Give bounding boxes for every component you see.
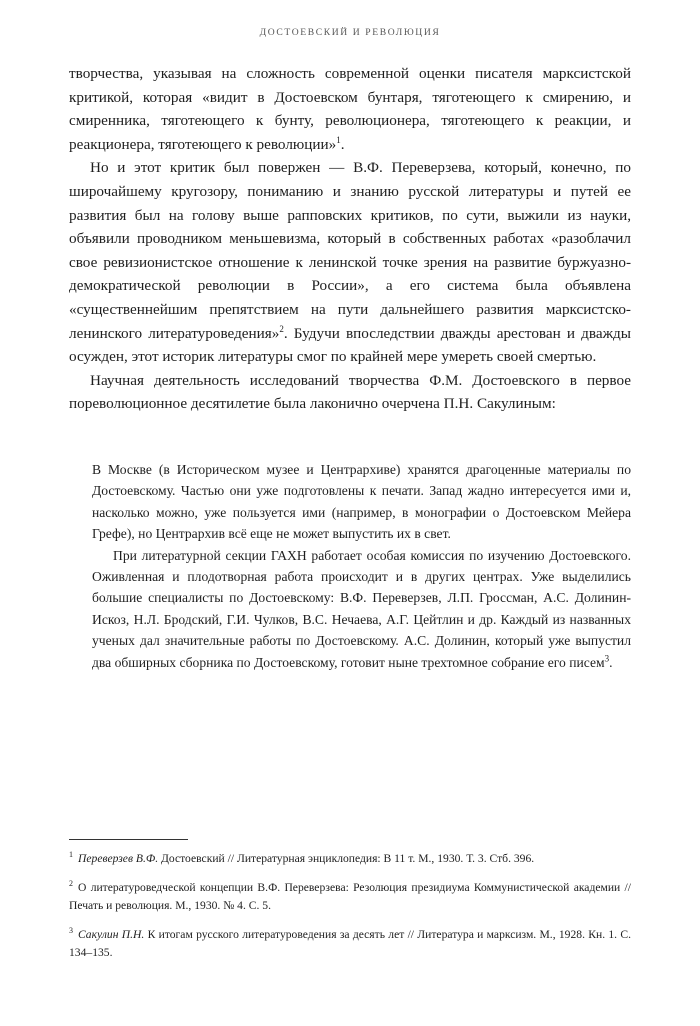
- paragraph-1: [69, 62, 631, 156]
- running-header: ДОСТОЕВСКИЙ И РЕВОЛЮЦИЯ: [259, 27, 441, 38]
- footnote-text: К итогам русского литературоведения за десять лет // Литература и марксизм. М., 1928. Кн. 1. С. 134–135.: [69, 928, 631, 959]
- footnote-2: [69, 879, 631, 915]
- paragraph-2-text: Но и этот критик был повержен — В.Ф. Переверзева, который, конечно, по широчайшему кругозору, пониманию и знанию русской литературы и путей ее развития был на голову выше рапповских критиков, по сути, выжили из науки, объявили проводником меньшевизма, который в собственных работах «разоблачил свое ревизионистское отношение к ленинской точке зрения на развитие буржуазно-демократической революции в России», а его система была объявлена «существеннейшим препятствием на пути дальнейшего развития марксистско-ленинского литературоведения»: [69, 159, 631, 342]
- footnote-author: Сакулин П.Н.: [78, 928, 145, 941]
- block-quote: [92, 459, 631, 673]
- quote-paragraph-1: В Москве (в Историческом музее и Центрархиве) хранятся драгоценные материалы по Достоевскому. Частью они уже подготовлены к печати. Запад жадно интересуется ими и, насколько можно, уже пользуется ими (например, в монографии о Достоевском Мейера Грефе), но Центрархив всё еще не может выпустить их в свет.: [92, 462, 631, 542]
- paragraph-2: [69, 156, 631, 368]
- paragraph-3: Научная деятельность исследований творчества Ф.М. Достоевского в первое пореволюционное десятилетие была лаконично очерчена П.Н. Сакулиным:: [69, 371, 631, 413]
- quote-paragraph-2-end: .: [609, 654, 613, 670]
- footnote-ref-3[interactable]: 3: [604, 653, 610, 664]
- footnote-number: 3: [69, 926, 73, 936]
- quote-paragraph-2: [92, 545, 631, 673]
- footnote-ref-1[interactable]: 1: [336, 134, 341, 145]
- main-text: [69, 62, 631, 416]
- paragraph-1-text: творчества, указывая на сложность современной оценки писателя марксистской критикой, которая «видит в Достоевском бунтаря, тяготеющего к смирению, и смиренника, тяготеющего к бунту, революционера, тяготеющего к реакции, и реакционера, тяготеющего к революции»: [69, 65, 631, 153]
- footnote-divider: [69, 839, 188, 840]
- footnote-author: Переверзев В.Ф.: [78, 852, 159, 865]
- footnote-number: 2: [69, 879, 73, 889]
- footnote-3: [69, 926, 631, 962]
- footnote-1: [69, 850, 631, 868]
- footnote-text: Достоевский // Литературная энциклопедия: В 11 т. М., 1930. Т. 3. Стб. 396.: [161, 852, 535, 865]
- footnote-ref-2[interactable]: 2: [279, 323, 284, 334]
- footnotes: [69, 850, 631, 973]
- footnote-number: 1: [69, 850, 73, 860]
- paragraph-2-end: . Будучи впоследствии дважды арестован и дважды осужден, этот историк литературы смог по крайней мере умереть своей смертью.: [69, 324, 631, 366]
- footnote-text: О литературоведческой концепции В.Ф. Переверзева: Резолюция президиума Коммунистической академии // Печать и революция. М., 1930. № 4. С. 5.: [69, 881, 631, 912]
- quote-paragraph-2-text: При литературной секции ГАХН работает особая комиссия по изучению Достоевского. Оживленная и плодотворная работа происходит и в других центрах. Уже выделились большие специалисты по Достоевскому: В.Ф. Переверзев, Л.П. Гроссман, А.С. Долинин-Искоз, Н.Л. Бродский, Г.И. Чулков, В.С. Нечаева, А.Г. Цейтлин и др. Каждый из названных ученых дал значительные работы по Достоевскому. А.С. Долинин, который уже выпустил два обширных сборника по Достоевскому, готовит ныне трехтомное собрание его писем: [92, 547, 631, 670]
- paragraph-1-end: .: [340, 135, 345, 153]
